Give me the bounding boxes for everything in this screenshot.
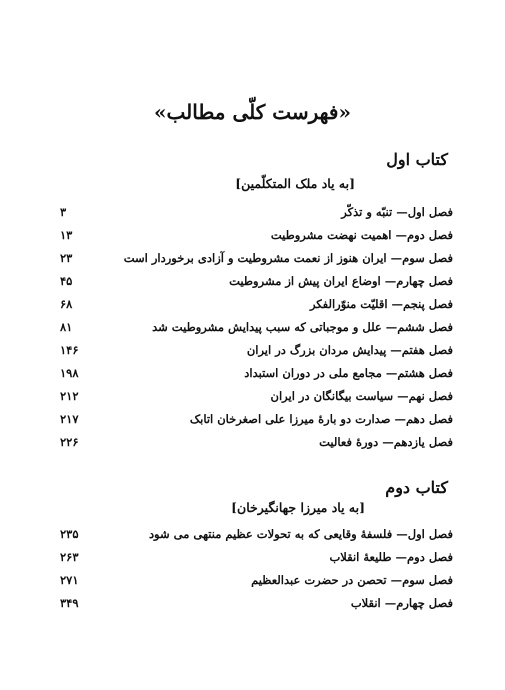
toc-entry-page: ۲۷۱ [60,573,79,587]
toc-entry-text: فصل پنجم— اقلیّت منوّرالفکر [309,297,453,311]
toc-entry [60,341,453,359]
toc-entry-page: ۱۹۸ [60,366,79,380]
toc-entry-page: ۱۳ [60,228,73,242]
toc-entry-page: ۲۱۲ [60,389,79,403]
toc-entry-text: فصل یازدهم— دورهٔ فعالیت [319,435,453,449]
toc-entry-text: فصل ششم— علل و موجباتی که سبب پیدایش مشروطیت شد [152,320,453,334]
toc-entry [60,410,453,428]
page-title: «فهرست کلّی مطالب» [154,100,351,124]
toc-entry-text: فصل هشتم— مجامع ملی در دوران استبداد [244,366,453,380]
toc-entry-text: فصل دهم— صدارت دو بارهٔ میرزا علی اصغرخان اتابک [189,412,453,426]
toc-entry-text: فصل نهم— سیاست بیگانگان در ایران [270,389,453,403]
toc-entry-page: ۱۴۶ [60,343,79,357]
toc-entry-text: فصل دوم— اهمیت نهضت مشروطیت [270,228,453,242]
book-2-dedication: [به یاد میرزا جهانگیرخان] [231,500,365,515]
toc-entry [60,548,453,566]
toc-entry-text: فصل چهارم— انقلاب [350,596,453,610]
toc-entry-text: فصل اول— فلسفهٔ وقایعی که به تحولات عظیم منتهی می شود [148,527,453,541]
toc-entry [60,203,453,221]
toc-entry [60,594,453,612]
toc-entry-text: فصل چهارم— اوضاع ایران پیش از مشروطیت [229,274,453,288]
toc-entry [60,387,453,405]
toc-entry-page: ۲۱۷ [60,412,79,426]
toc-entry-text: فصل سوم— تحصن در حضرت عبدالعظیم [251,573,453,587]
toc-entry-page: ۳ [60,205,67,219]
book-2-title: کتاب دوم [385,478,448,497]
toc-entry [60,318,453,336]
toc-entry [60,571,453,589]
toc-entry-page: ۸۱ [60,320,73,334]
toc-entry [60,272,453,290]
toc-entry [60,295,453,313]
book-1-dedication: [به یاد ملک المتکلّمین] [235,176,355,191]
toc-entry-page: ۴۵ [60,274,73,288]
toc-entry-page: ۲۳۵ [60,527,79,541]
toc-entry-page: ۶۸ [60,297,73,311]
toc-entry [60,525,453,543]
toc-entry [60,226,453,244]
toc-entry [60,249,453,267]
book-1-title: کتاب اول [386,150,448,169]
toc-entry [60,433,453,451]
toc-entry-text: فصل سوم— ایران هنوز از نعمت مشروطیت و آزادی برخوردار است [123,251,453,265]
toc-entry-page: ۲۶۳ [60,550,79,564]
toc-entry [60,364,453,382]
toc-entry-page: ۲۳ [60,251,73,265]
toc-entry-text: فصل هفتم— پیدایش مردان بزرگ در ایران [246,343,453,357]
toc-entry-page: ۲۲۶ [60,435,79,449]
toc-entry-text: فصل اول— تنبّه و تذکّر [341,205,453,219]
toc-entry-text: فصل دوم— طلیعهٔ انقلاب [329,550,453,564]
toc-entry-page: ۳۴۹ [60,596,79,610]
